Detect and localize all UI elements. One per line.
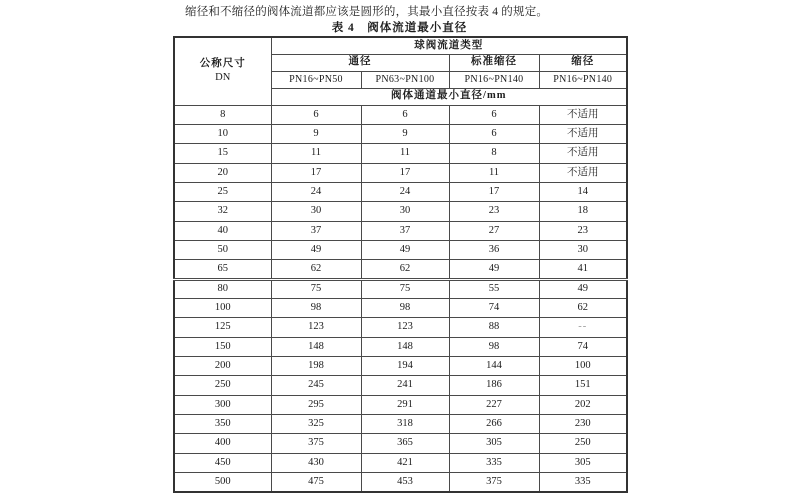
table-row [174, 163, 627, 182]
value-cell: 30 [361, 202, 449, 221]
value-cell: 49 [539, 279, 627, 298]
value-cell: 8 [449, 144, 539, 163]
pn-range-header: PN16~PN50 [271, 71, 361, 88]
min-diameter-unit-header: 阀体通道最小直径/mm [271, 88, 627, 105]
dn-cell: 250 [174, 376, 271, 395]
table-row [174, 453, 627, 472]
table-row [174, 260, 627, 279]
value-cell: 98 [271, 298, 361, 317]
value-cell: 375 [271, 434, 361, 453]
value-cell: 75 [271, 279, 361, 298]
dn-cell: 50 [174, 240, 271, 259]
value-cell: 6 [449, 105, 539, 124]
dn-cell: 65 [174, 260, 271, 279]
dn-cell: 20 [174, 163, 271, 182]
value-cell: 不适用 [539, 163, 627, 182]
dn-cell: 150 [174, 337, 271, 356]
value-cell: 41 [539, 260, 627, 279]
table-row [174, 473, 627, 492]
table-row [174, 337, 627, 356]
value-cell: 325 [271, 415, 361, 434]
value-cell: 23 [449, 202, 539, 221]
table-row [174, 279, 627, 298]
value-cell: 24 [361, 182, 449, 201]
value-cell: 49 [271, 240, 361, 259]
standard-reduced-header: 标准缩径 [449, 54, 539, 71]
value-cell: 11 [271, 144, 361, 163]
value-cell: 98 [449, 337, 539, 356]
value-cell: 62 [361, 260, 449, 279]
value-cell: 148 [271, 337, 361, 356]
dn-cell: 100 [174, 298, 271, 317]
pn-range-header: PN16~PN140 [539, 71, 627, 88]
value-cell: 202 [539, 395, 627, 414]
value-cell: 24 [271, 182, 361, 201]
value-cell: 88 [449, 318, 539, 337]
table-row [174, 318, 627, 337]
table-row [174, 221, 627, 240]
value-cell: 14 [539, 182, 627, 201]
table-body [174, 105, 627, 492]
value-cell: 151 [539, 376, 627, 395]
value-cell: 421 [361, 453, 449, 472]
dn-cell: 500 [174, 473, 271, 492]
dn-cell: 15 [174, 144, 271, 163]
dn-header-cell [174, 37, 271, 105]
value-cell: 100 [539, 356, 627, 375]
value-cell: 62 [539, 298, 627, 317]
table-row [174, 356, 627, 375]
table-row [174, 434, 627, 453]
value-cell: 98 [361, 298, 449, 317]
table-row [174, 202, 627, 221]
value-cell: 144 [449, 356, 539, 375]
value-cell: 37 [271, 221, 361, 240]
value-cell: 475 [271, 473, 361, 492]
value-cell: 453 [361, 473, 449, 492]
table-row [174, 415, 627, 434]
dn-cell: 80 [174, 279, 271, 298]
value-cell: 148 [361, 337, 449, 356]
value-cell: 250 [539, 434, 627, 453]
min-diameter-table [173, 36, 628, 493]
dn-cell: 300 [174, 395, 271, 414]
value-cell: 11 [449, 163, 539, 182]
value-cell: 9 [271, 124, 361, 143]
value-cell: 430 [271, 453, 361, 472]
value-cell: 335 [449, 453, 539, 472]
table-header [174, 37, 627, 105]
value-cell: 30 [271, 202, 361, 221]
value-cell: 241 [361, 376, 449, 395]
dn-header-label: 公称尺寸 [199, 58, 246, 70]
value-cell: 123 [271, 318, 361, 337]
value-cell: 49 [449, 260, 539, 279]
dn-cell: 40 [174, 221, 271, 240]
value-cell: 30 [539, 240, 627, 259]
reduced-header: 缩径 [539, 54, 627, 71]
table-row [174, 144, 627, 163]
value-cell: 9 [361, 124, 449, 143]
dn-cell: 25 [174, 182, 271, 201]
value-cell: 75 [361, 279, 449, 298]
value-cell: 74 [449, 298, 539, 317]
table-row [174, 240, 627, 259]
value-cell: 365 [361, 434, 449, 453]
value-cell: 6 [449, 124, 539, 143]
value-cell: 266 [449, 415, 539, 434]
value-cell: 305 [449, 434, 539, 453]
value-cell: 245 [271, 376, 361, 395]
value-cell: 291 [361, 395, 449, 414]
table-row [174, 182, 627, 201]
value-cell: 6 [271, 105, 361, 124]
value-cell: 55 [449, 279, 539, 298]
value-cell: 62 [271, 260, 361, 279]
value-cell: 不适用 [539, 124, 627, 143]
value-cell: 不适用 [539, 144, 627, 163]
value-cell: 11 [361, 144, 449, 163]
value-cell: 49 [361, 240, 449, 259]
dn-cell: 125 [174, 318, 271, 337]
value-cell: -- [539, 318, 627, 337]
value-cell: 23 [539, 221, 627, 240]
pn-range-header: PN63~PN100 [361, 71, 449, 88]
table-title: 表 4 阀体流道最小直径 [331, 22, 468, 34]
dn-cell: 350 [174, 415, 271, 434]
intro-paragraph: 缩径和不缩径的阀体流道都应该是圆形的，其最小直径按表 4 的规定。 [185, 6, 549, 18]
value-cell: 295 [271, 395, 361, 414]
value-cell: 17 [449, 182, 539, 201]
pn-range-header: PN16~PN140 [449, 71, 539, 88]
channel-type-header: 球阀流道类型 [271, 37, 627, 54]
dn-cell: 400 [174, 434, 271, 453]
value-cell: 335 [539, 473, 627, 492]
dn-cell: 32 [174, 202, 271, 221]
dn-header-unit: DN [215, 72, 231, 84]
value-cell: 74 [539, 337, 627, 356]
value-cell: 198 [271, 356, 361, 375]
value-cell: 37 [361, 221, 449, 240]
value-cell: 36 [449, 240, 539, 259]
table-row [174, 298, 627, 317]
dn-cell: 10 [174, 124, 271, 143]
dn-cell: 200 [174, 356, 271, 375]
value-cell: 6 [361, 105, 449, 124]
table-row [174, 105, 627, 124]
value-cell: 17 [361, 163, 449, 182]
value-cell: 375 [449, 473, 539, 492]
value-cell: 227 [449, 395, 539, 414]
value-cell: 不适用 [539, 105, 627, 124]
value-cell: 318 [361, 415, 449, 434]
value-cell: 18 [539, 202, 627, 221]
value-cell: 17 [271, 163, 361, 182]
dn-cell: 450 [174, 453, 271, 472]
table-row [174, 376, 627, 395]
value-cell: 123 [361, 318, 449, 337]
table-row [174, 395, 627, 414]
header-row-channel-type [174, 37, 627, 54]
full-bore-header: 通径 [271, 54, 449, 71]
value-cell: 230 [539, 415, 627, 434]
value-cell: 194 [361, 356, 449, 375]
value-cell: 27 [449, 221, 539, 240]
dn-cell: 8 [174, 105, 271, 124]
value-cell: 186 [449, 376, 539, 395]
value-cell: 305 [539, 453, 627, 472]
table-row [174, 124, 627, 143]
